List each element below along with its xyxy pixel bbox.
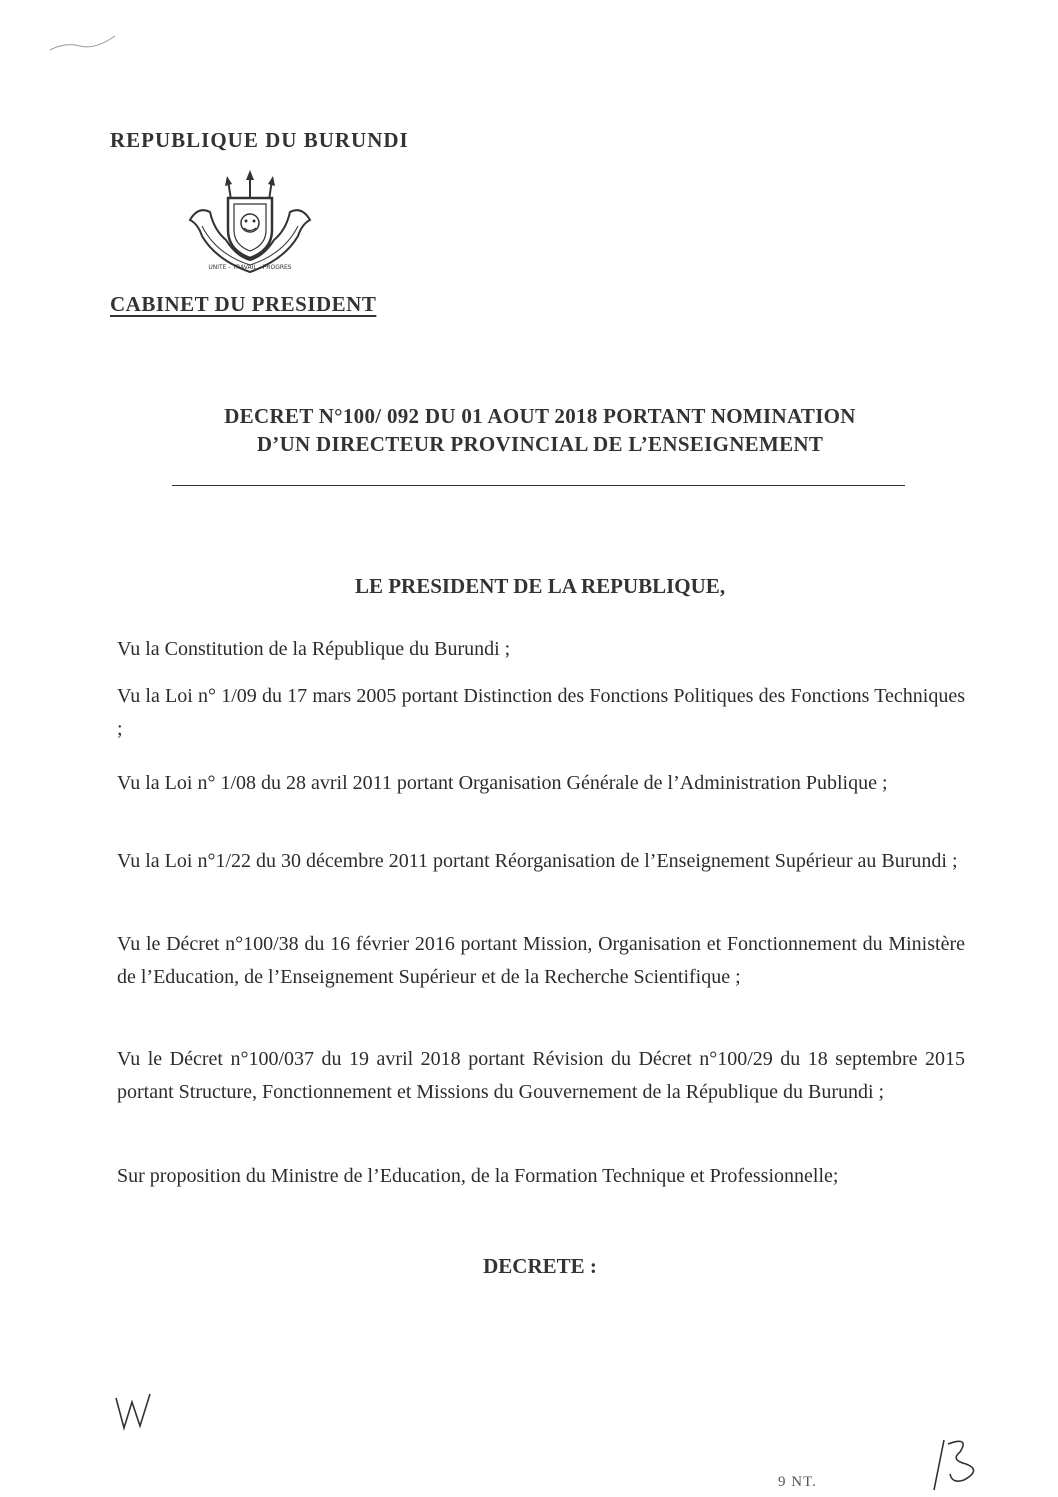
president-heading: LE PRESIDENT DE LA REPUBLIQUE,: [354, 574, 726, 598]
decree-title-line-2: D’UN DIRECTEUR PROVINCIAL DE L’ENSEIGNEMENT: [256, 432, 824, 456]
decrete-heading: DECRETE :: [483, 1254, 597, 1278]
cabinet-heading: CABINET DU PRESIDENT: [110, 292, 377, 316]
visa-paragraph: Vu la Loi n° 1/09 du 17 mars 2005 portant Distinction des Fonctions Politiques des Fonctions Techniques ;: [117, 685, 965, 740]
republic-heading: REPUBLIQUE DU BURUNDI: [110, 128, 409, 152]
visa-paragraph: Vu la Loi n°1/22 du 30 décembre 2011 portant Réorganisation de l’Enseignement Supérieur au Burundi ;: [117, 850, 958, 872]
visa-paragraph: Vu le Décret n°100/037 du 19 avril 2018 portant Révision du Décret n°100/29 du 18 septembre 2015 portant Structure, Fonctionnement et Missions du Gouvernement de la République du Burundi ;: [117, 1048, 965, 1103]
page-footer-mark: 9 NT.: [778, 1474, 817, 1490]
visa-paragraph: Vu la Loi n° 1/08 du 28 avril 2011 portant Organisation Générale de l’Administration Publique ;: [117, 772, 888, 794]
handwritten-initial-right: [930, 1434, 990, 1494]
emblem-motto-text: UNITE - TRAVAIL - PROGRES: [208, 264, 292, 271]
pencil-scribble-mark: [45, 28, 125, 58]
visa-paragraph: Vu le Décret n°100/38 du 16 février 2016 portant Mission, Organisation et Fonctionnement du Ministère de l’Education, de l’Enseignement Supérieur et de la Recherche Scientifique ;: [117, 933, 965, 988]
title-divider: [172, 485, 905, 486]
handwritten-initial-left: [110, 1388, 160, 1438]
visa-paragraph: Vu la Constitution de la République du Burundi ;: [117, 638, 511, 660]
decree-title-line-1: DECRET N°100/ 092 DU 01 AOUT 2018 PORTANT NOMINATION: [224, 404, 856, 428]
coat-of-arms-emblem: [180, 168, 320, 288]
proposal-paragraph: Sur proposition du Ministre de l’Education, de la Formation Technique et Professionnelle;: [117, 1165, 839, 1187]
